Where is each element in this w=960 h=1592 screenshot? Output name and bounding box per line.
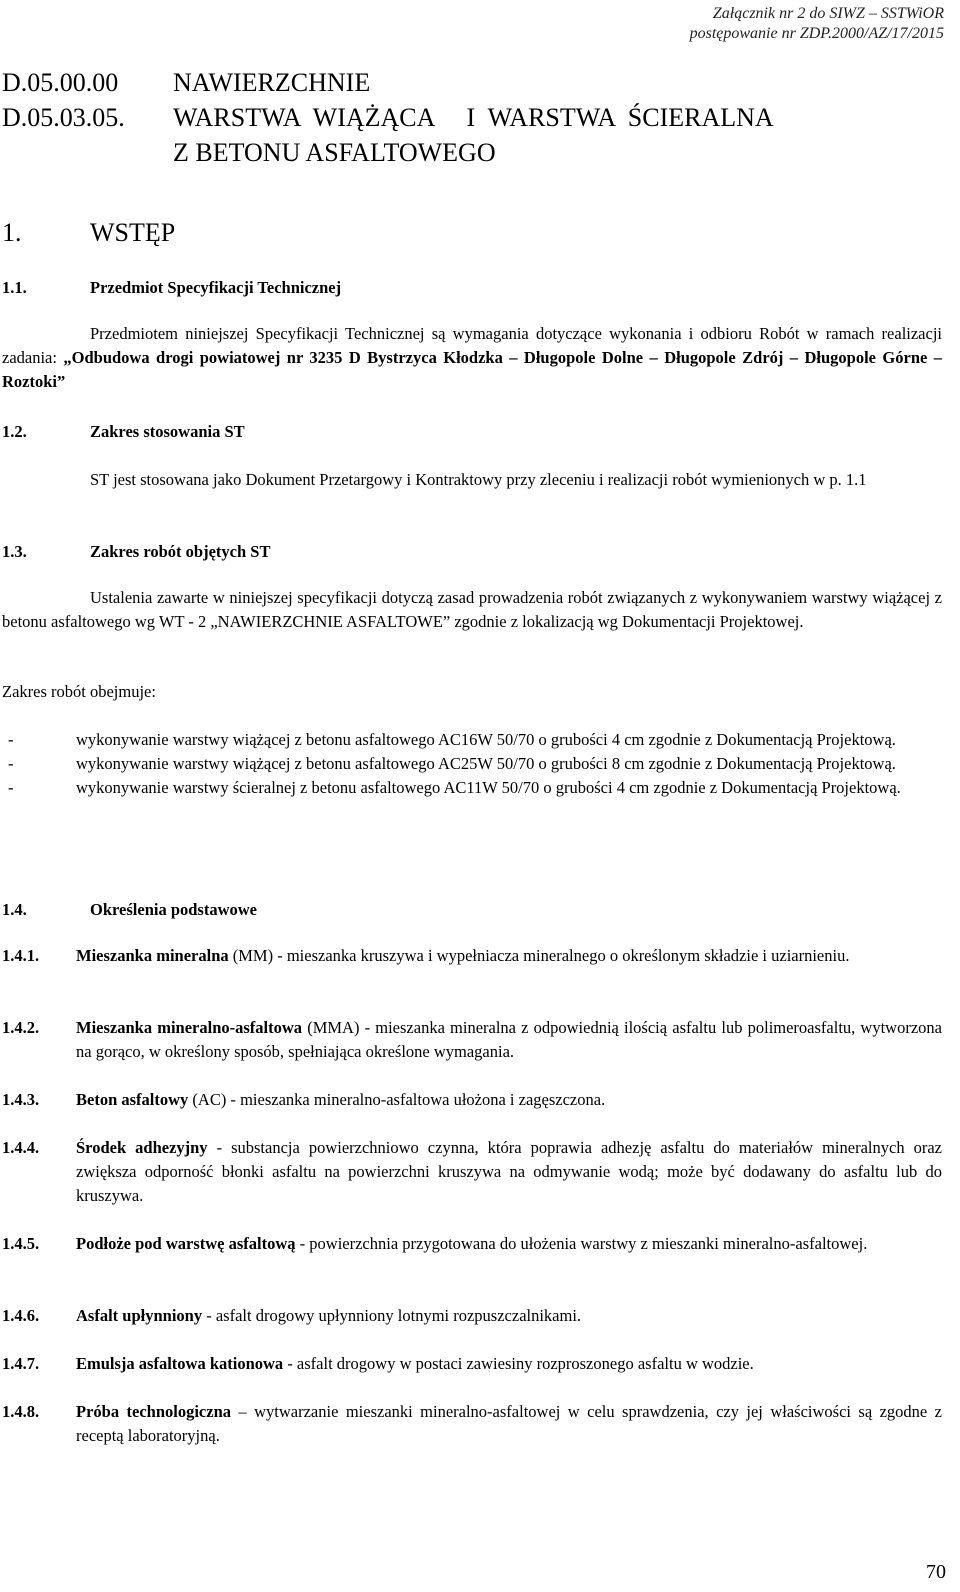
- task-name: „Odbudowa drogi powiatowej nr 3235 D Bystrzyca Kłodzka – Długopole Dolne – Długopole Zdrój – Długopole Górne – Roztoki”: [2, 348, 942, 391]
- spec-title: Z BETONU ASFALTOWEGO: [173, 138, 496, 167]
- section-number: 1.3.: [2, 542, 27, 561]
- spec-title: NAWIERZCHNIE: [173, 68, 371, 97]
- definition-item: [2, 944, 942, 968]
- definition-number: 1.4.1.: [2, 946, 40, 965]
- section-title: Określenia podstawowe: [90, 900, 257, 919]
- paragraph: [2, 322, 942, 394]
- definition-text: - asfalt drogowy upłynniony lotnymi rozpuszczalnikami.: [202, 1306, 582, 1325]
- section-number: 1.4.: [2, 900, 27, 919]
- paragraph-text: ST jest stosowana jako Dokument Przetargowy i Kontraktowy przy zleceniu i realizacji robót wymienionych w p. 1.1: [90, 470, 867, 489]
- definition-item: [2, 1352, 942, 1376]
- definition-text: (MM) - mieszanka kruszywa i wypełniacza mineralnego o określonym składzie i uziarnieniu.: [228, 946, 850, 965]
- section-number: 1.1.: [2, 278, 27, 297]
- section-title: Zakres stosowania ST: [90, 422, 245, 441]
- definition-number: 1.4.7.: [2, 1354, 40, 1373]
- definition-term: Próba technologiczna: [76, 1402, 231, 1421]
- section-number: 1.2.: [2, 422, 27, 441]
- definition-term: Mieszanka mineralna: [76, 946, 229, 965]
- definition-number: 1.4.8.: [2, 1402, 40, 1421]
- paragraph-text: Przedmiotem niniejszej Specyfikacji Technicznej są wymagania dotyczące wykonania i odbioru Robót w ramach realizacji zadania:: [2, 324, 942, 367]
- definition-text: - substancja powierzchniowo czynna, która poprawia adhezję asfaltu do materiałów mineralnych oraz zwiększa odporność błonki asfaltu na powierzchni kruszywa na odmywanie wodą; może być dodawany do asfaltu lub do kruszywa.: [76, 1138, 942, 1205]
- definition-term: Beton asfaltowy: [76, 1090, 189, 1109]
- list-item: [2, 728, 942, 752]
- definition-number: 1.4.2.: [2, 1018, 40, 1037]
- definition-item: [2, 1136, 942, 1208]
- section-wstep: [2, 216, 176, 250]
- spec-title: WARSTWA WIĄŻĄCA I WARSTWA ŚCIERALNA: [173, 103, 774, 132]
- definition-number: 1.4.5.: [2, 1234, 40, 1253]
- section-heading: [2, 420, 245, 444]
- spec-code: D.05.03.05.: [2, 103, 125, 132]
- scope-label: [2, 680, 942, 704]
- definition-text: (MMA) - mieszanka mineralna z odpowiednią ilością asfaltu lub polimeroasfaltu, wytworzona na gorąco, w określony sposób, spełniająca określone wymagania.: [76, 1018, 942, 1061]
- definition-text: - powierzchnia przygotowana do ułożenia warstwy z mieszanki mineralno-asfaltowej.: [295, 1234, 868, 1253]
- list-item-text: wykonywanie warstwy wiążącej z betonu asfaltowego AC25W 50/70 o grubości 8 cm zgodnie z Dokumentacją Projektową.: [76, 754, 896, 773]
- bullet-dash: -: [8, 778, 14, 797]
- definition-term: Emulsja asfaltowa kationowa: [76, 1354, 284, 1373]
- spec-code: D.05.00.00: [2, 68, 119, 97]
- scope-label-text: Zakres robót obejmuje:: [2, 682, 156, 701]
- paragraph-text: Ustalenia zawarte w niniejszej specyfikacji dotyczą zasad prowadzenia robót związanych z wykonywaniem warstwy wiążącej z betonu asfaltowego wg WT - 2 „NAWIERZCHNIE ASFALTOWE” zgodnie z lokalizacją wg Dokumentacji Projektowej.: [2, 588, 942, 631]
- list-item-text: wykonywanie warstwy ścieralnej z betonu asfaltowego AC11W 50/70 o grubości 4 cm zgodnie z Dokumentacją Projektową.: [76, 778, 901, 797]
- definition-number: 1.4.4.: [2, 1138, 40, 1157]
- list-item: [2, 776, 942, 800]
- section-heading: [2, 276, 342, 300]
- definition-term: Środek adhezyjny: [76, 1138, 208, 1157]
- definition-number: 1.4.6.: [2, 1306, 40, 1325]
- definition-item: [2, 1016, 942, 1064]
- section-title: Zakres robót objętych ST: [90, 542, 271, 561]
- header-annex: [690, 4, 944, 44]
- header-line-2: postępowanie nr ZDP.2000/AZ/17/2015: [689, 25, 944, 42]
- bullet-dash: -: [8, 754, 14, 773]
- definition-item: [2, 1304, 942, 1328]
- list-item: [2, 752, 942, 776]
- section-number: 1.: [2, 218, 22, 247]
- definition-item: [2, 1400, 942, 1448]
- definition-item: [2, 1088, 942, 1112]
- page-number: 70: [926, 1561, 946, 1583]
- section-title: Przedmiot Specyfikacji Technicznej: [90, 278, 342, 297]
- section-title: WSTĘP: [90, 218, 176, 247]
- definition-term: Mieszanka mineralno-asfaltowa: [76, 1018, 303, 1037]
- definition-text: (AC) - mieszanka mineralno-asfaltowa ułożona i zagęszczona.: [188, 1090, 606, 1109]
- definition-number: 1.4.3.: [2, 1090, 40, 1109]
- paragraph: [2, 468, 942, 492]
- section-heading: [2, 898, 257, 922]
- scope-list: [2, 728, 942, 800]
- definition-term: Podłoże pod warstwę asfaltową: [76, 1234, 296, 1253]
- definition-item: [2, 1232, 942, 1256]
- header-line-1: Załącznik nr 2 do SIWZ – SSTWiOR: [712, 5, 944, 22]
- bullet-dash: -: [8, 730, 14, 749]
- section-heading: [2, 540, 271, 564]
- definition-text: – wytwarzanie mieszanki mineralno-asfaltowej w celu sprawdzenia, czy jej właściwości są zgodne z receptą laboratoryjną.: [76, 1402, 942, 1445]
- paragraph: [2, 586, 942, 634]
- definition-term: Asfalt upłynniony: [76, 1306, 203, 1325]
- definition-text: - asfalt drogowy w postaci zawiesiny rozproszonego asfaltu w wodzie.: [283, 1354, 754, 1373]
- list-item-text: wykonywanie warstwy wiążącej z betonu asfaltowego AC16W 50/70 o grubości 4 cm zgodnie z Dokumentacją Projektową.: [76, 730, 896, 749]
